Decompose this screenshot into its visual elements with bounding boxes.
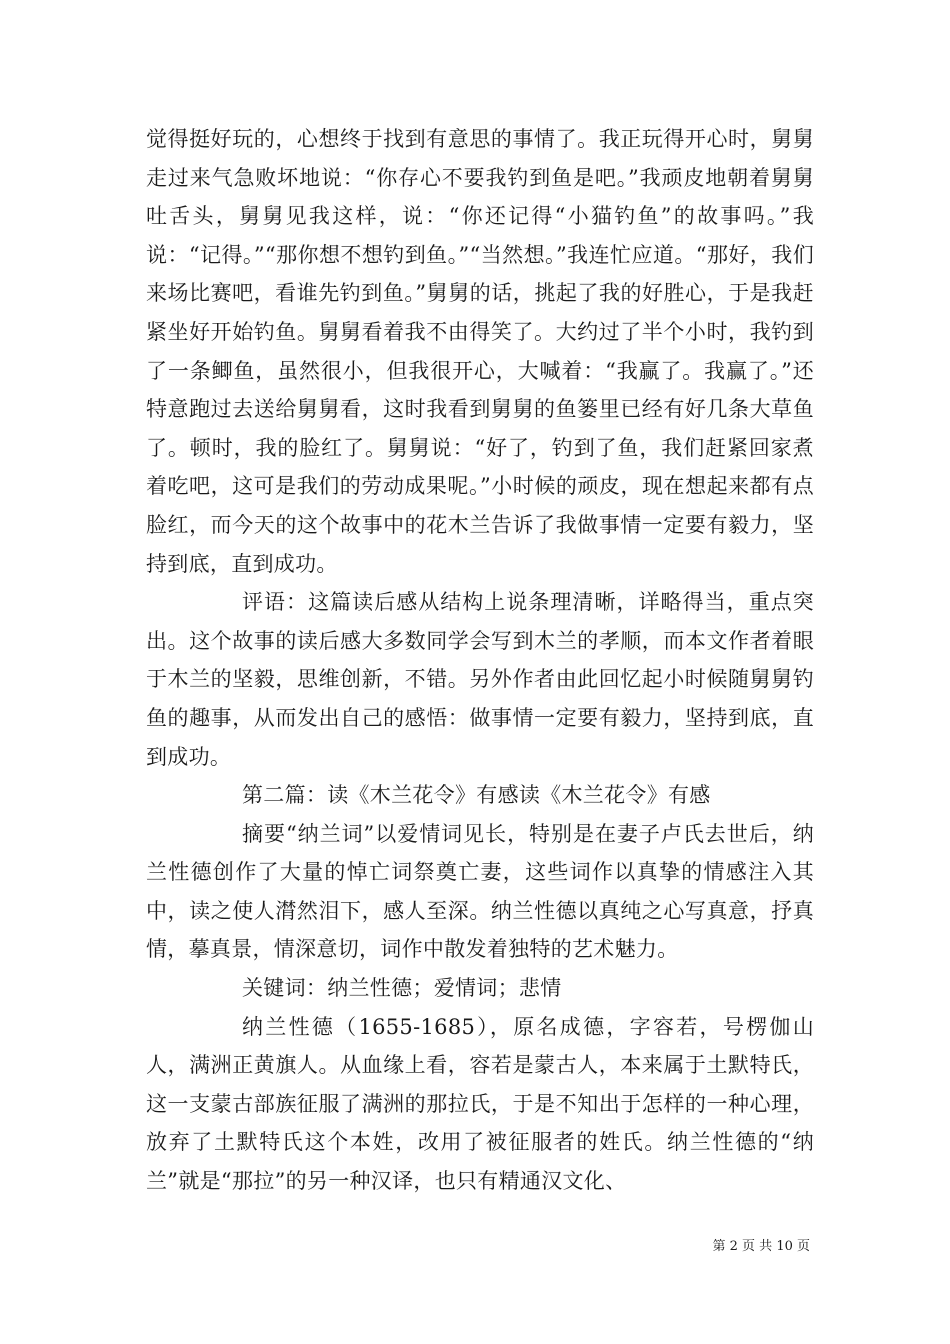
section-heading: 第二篇：读《木兰花令》有感读《木兰花令》有感	[242, 783, 711, 808]
document-body	[146, 120, 814, 1201]
paragraph-abstract: 摘要“纳兰词”以爱情词见长，特别是在妻子卢氏去世后，纳兰性德创作了大量的悼亡词祭奠亡妻，这些词作以真挚的情感注入其中，读之使人潸然泪下，感人至深。纳兰性德以真纯之心写真意，抒真情，摹真景，情深意切，词作中散发着独特的艺术魅力。	[146, 821, 814, 962]
page-footer: 第 2 页 共 10 页	[712, 1239, 810, 1254]
paragraph-fishing-story: 觉得挺好玩的，心想终于找到有意思的事情了。我正玩得开心时，舅舅走过来气急败坏地说：“你存心不要我钓到鱼是吧。”我顽皮地朝着舅舅吐舌头，舅舅见我这样，说：“你还记得“小猫钓鱼”的故事吗。”我说：“记得。”“那你想不想钓到鱼。”“当然想。”我连忙应道。“那好，我们来场比赛吧，看谁先钓到鱼。”舅舅的话，挑起了我的好胜心，于是我赶紧坐好开始钓鱼。舅舅看着我不由得笑了。大约过了半个小时，我钓到了一条鲫鱼，虽然很小，但我很开心，大喊着：“我赢了。我赢了。”还特意跑过去送给舅舅看，这时我看到舅舅的鱼篓里已经有好几条大草鱼了。顿时，我的脸红了。舅舅说：“好了，钓到了鱼，我们赶紧回家煮着吃吧，这可是我们的劳动成果呢。”小时候的顽皮，现在想起来都有点脸红，而今天的这个故事中的花木兰告诉了我做事情一定要有毅力，坚持到底，直到成功。	[146, 127, 814, 576]
paragraph-biography: 纳兰性德（1655-1685），原名成德，字容若，号楞伽山人，满洲正黄旗人。从血缘上看，容若是蒙古人，本来属于土默特氏，这一支蒙古部族征服了满洲的那拉氏，于是不知出于怎样的一种心理，放弃了土默特氏这个本姓，改用了被征服者的姓氏。纳兰性德的“纳兰”就是“那拉”的另一种汉译，也只有精通汉文化、	[146, 1014, 814, 1194]
paragraph-comment: 评语：这篇读后感从结构上说条理清晰，详略得当，重点突出。这个故事的读后感大多数同学会写到木兰的孝顺，而本文作者着眼于木兰的坚毅，思维创新，不错。另外作者由此回忆起小时候随舅舅钓鱼的趣事，从而发出自己的感悟：做事情一定要有毅力，坚持到底，直到成功。	[146, 590, 814, 769]
paragraph-keywords: 关键词：纳兰性德；爱情词；悲情	[242, 976, 562, 1001]
